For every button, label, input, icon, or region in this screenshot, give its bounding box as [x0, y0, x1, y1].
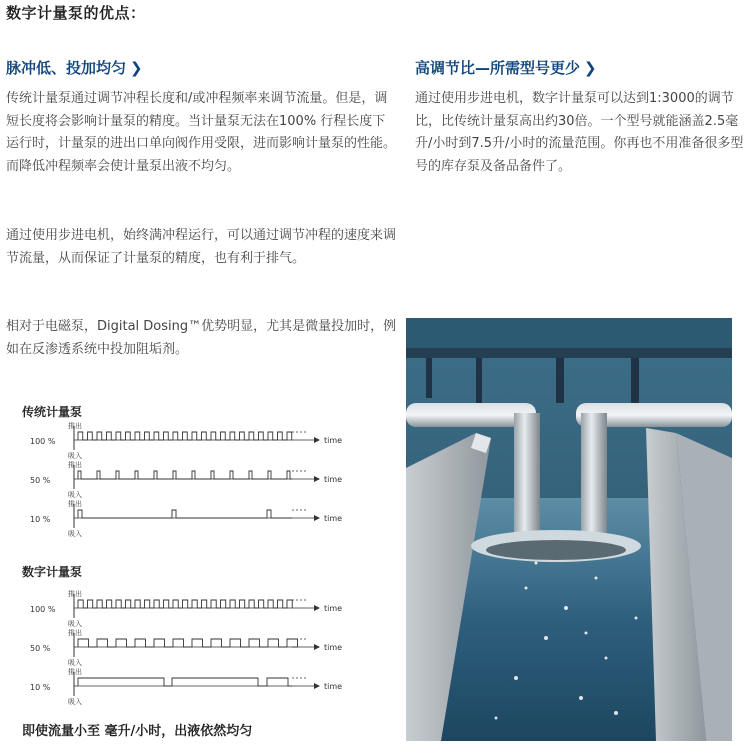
time-label: time — [324, 475, 343, 484]
section-title-high-turndown[interactable] — [415, 57, 597, 78]
section-title-label: 高调节比—所需型号更少 — [415, 59, 581, 77]
digital-pulse-diagram — [22, 586, 362, 706]
section-title-label: 脉冲低、投加均匀 — [6, 59, 127, 77]
level-label: 10 % — [30, 683, 51, 692]
axis-arrow — [314, 476, 320, 482]
suction-label: 吸入 — [68, 659, 82, 667]
suction-label: 吸入 — [68, 530, 82, 538]
time-label: time — [324, 643, 343, 652]
diagram-title-digital: 数字计量泵 — [22, 565, 83, 579]
conventional-pulse-diagram — [22, 418, 362, 538]
water-treatment-photo — [406, 318, 732, 741]
discharge-label: 排出 — [68, 422, 82, 430]
discharge-label: 排出 — [68, 500, 82, 508]
suction-label: 吸入 — [68, 620, 82, 628]
pulse-wave — [78, 432, 292, 440]
level-label: 10 % — [30, 515, 51, 524]
level-label: 100 % — [30, 605, 56, 614]
discharge-label: 排出 — [68, 590, 82, 598]
level-label: 100 % — [30, 437, 56, 446]
chevron-right-icon: ❯ — [130, 59, 143, 77]
axis-arrow — [314, 683, 320, 689]
time-label: time — [324, 682, 343, 691]
paragraph-turndown-ratio: 通过使用步进电机，数字计量泵可以达到1:3000的调节比，比传统计量泵高出约30倍。一个型号就能涵盖2.5毫升/小时到7.5升/小时的流量范围。你再也不用准备很多型号的库存泵及备品备件了。 — [415, 91, 744, 174]
page-title: 数字计量泵的优点： — [6, 4, 146, 22]
pulse-wave — [78, 471, 292, 479]
paragraph-stepper-motor: 通过使用步进电机，始终满冲程运行，可以通过调节冲程的速度来调节流量，从而保证了计量泵的精度，也有利于排气。 — [6, 228, 397, 266]
diagram-caption: 即使流量小至 毫升/小时，出液依然均匀 — [22, 724, 253, 739]
level-label: 50 % — [30, 644, 51, 653]
time-label: time — [324, 436, 343, 445]
chevron-right-icon: ❯ — [584, 59, 597, 77]
paragraph-conventional-pump: 传统计量泵通过调节冲程长度和/或冲程频率来调节流量。但是，调短长度将会影响计量泵的精度。当计量泵无法在100% 行程长度下运行时，计量泵的进出口单向阀作用受限，进而影响计量泵的性能。而降低冲程频率会使计量泵出液不均匀。 — [6, 91, 397, 174]
paragraph-vs-solenoid: 相对于电磁泵，Digital Dosing™优势明显，尤其是微量投加时，例如在反渗透系统中投加阻垢剂。 — [6, 319, 397, 357]
pulse-wave — [78, 600, 292, 608]
axis-arrow — [314, 644, 320, 650]
axis-arrow — [314, 605, 320, 611]
diagram-title-conventional: 传统计量泵 — [22, 405, 83, 419]
time-label: time — [324, 604, 343, 613]
discharge-label: 排出 — [68, 461, 82, 469]
discharge-label: 排出 — [68, 629, 82, 637]
section-title-low-pulsation[interactable] — [6, 57, 143, 78]
pulse-wave — [78, 639, 297, 647]
discharge-label: 排出 — [68, 668, 82, 676]
axis-arrow — [314, 437, 320, 443]
time-label: time — [324, 514, 343, 523]
level-label: 50 % — [30, 476, 51, 485]
axis-arrow — [314, 515, 320, 521]
suction-label: 吸入 — [68, 452, 82, 460]
pulse-wave — [78, 510, 292, 518]
suction-label: 吸入 — [68, 491, 82, 499]
pulse-wave — [78, 678, 292, 686]
suction-label: 吸入 — [68, 698, 82, 706]
